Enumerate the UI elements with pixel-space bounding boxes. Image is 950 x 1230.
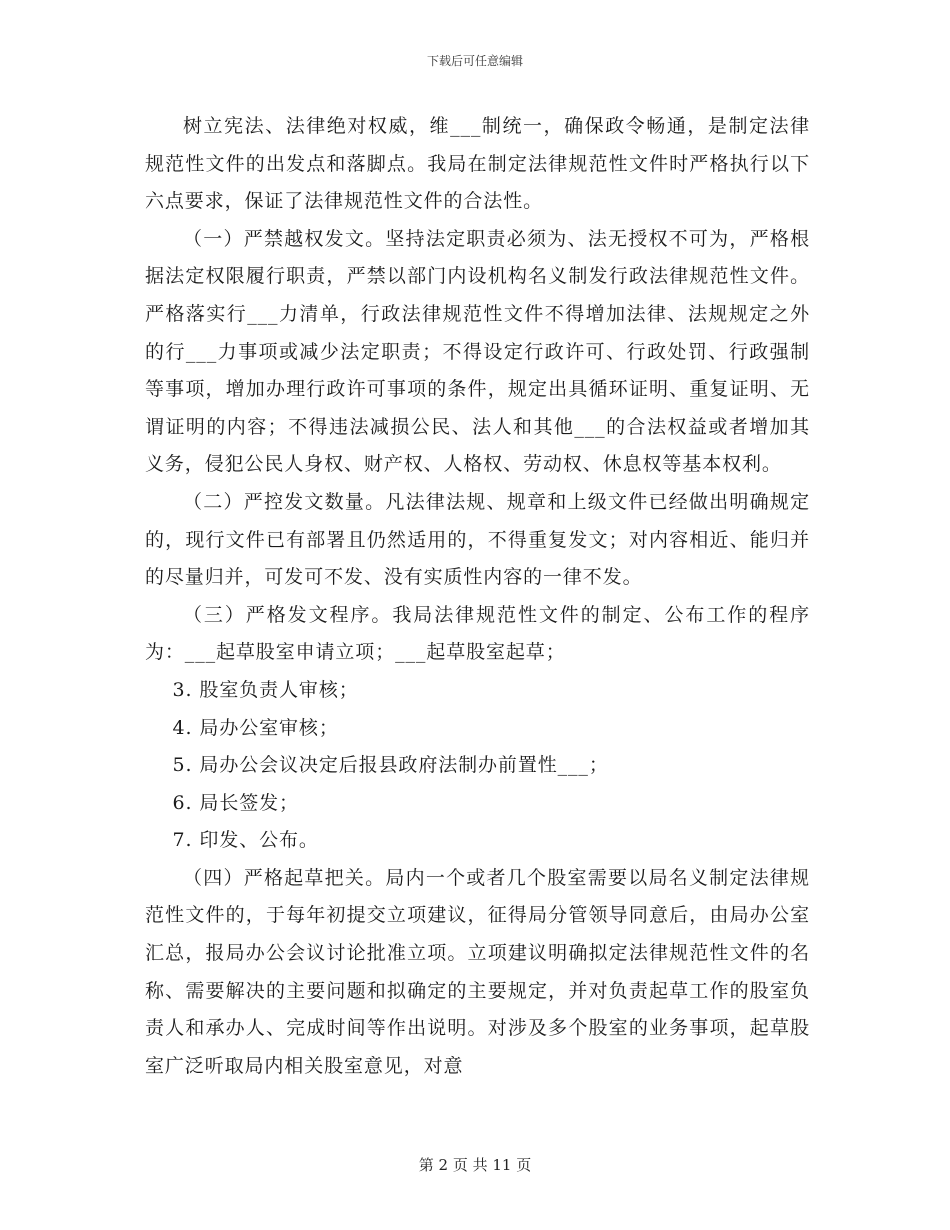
paragraph-section-3: （三）严格发文程序。我局法律规范性文件的制定、公布工作的程序为：___起草股室申请立项；___起草股室起草； [145, 603, 810, 664]
list-item-step-5: 5. 局办公会议决定后报县政府法制办前置性___； [172, 754, 609, 777]
list-item-step-6: 6. 局长签发； [172, 791, 299, 814]
paragraph-intro: 树立宪法、法律绝对权威，维___制统一，确保政令畅通，是制定法律规范性文件的出发点和落脚点。我局在制定法律规范性文件时严格执行以下六点要求，保证了法律规范性文件的合法性。 [145, 115, 810, 213]
paragraph-section-1: （一）严禁越权发文。坚持法定职责必须为、法无授权不可为，严格根据法定权限履行职责，严禁以部门内设机构名义制发行政法律规范性文件。严格落实行___力清单，行政法律规范性文件不得增加法律、法规规定之外的行___力事项或减少法定职责；不得设定行政许可、行政处罚、行政强制等事项，增加办理行政许可事项的条件，规定出具循环证明、重复证明、无谓证明的内容；不得违法减损公民、法人和其他___的合法权益或者增加其义务，侵犯公民人身权、财产权、人格权、劳动权、休息权等基本权利。 [145, 227, 810, 476]
paragraph-section-4: （四）严格起草把关。局内一个或者几个股室需要以局名义制定法律规范性文件的，于每年初提交立项建议，征得局分管领导同意后，由局办公室汇总，报局办公会议讨论批准立项。立项建议明确拟定法律规范性文件的名称、需要解决的主要问题和拟确定的主要规定，并对负责起草工作的股室负责人和承办人、完成时间等作出说明。对涉及多个股室的业务事项，起草股室广泛听取局内相关股室意见，对意 [145, 866, 810, 1077]
page-number-footer: 第 2 页 共 11 页 [418, 1156, 532, 1174]
list-item-step-7: 7. 印发、公布。 [172, 829, 319, 852]
paragraph-section-2: （二）严控发文数量。凡法律法规、规章和上级文件已经做出明确规定的，现行文件已有部署且仍然适用的，不得重复发文；对内容相近、能归并的尽量归并，可发可不发、没有实质性内容的一律不发。 [145, 490, 810, 589]
page-header: 下载后可任意编辑 [426, 54, 523, 68]
document-body [145, 108, 810, 1085]
list-item-step-3: 3. 股室负责人审核； [172, 678, 359, 701]
list-item-step-4: 4. 局办公室审核； [172, 716, 339, 739]
